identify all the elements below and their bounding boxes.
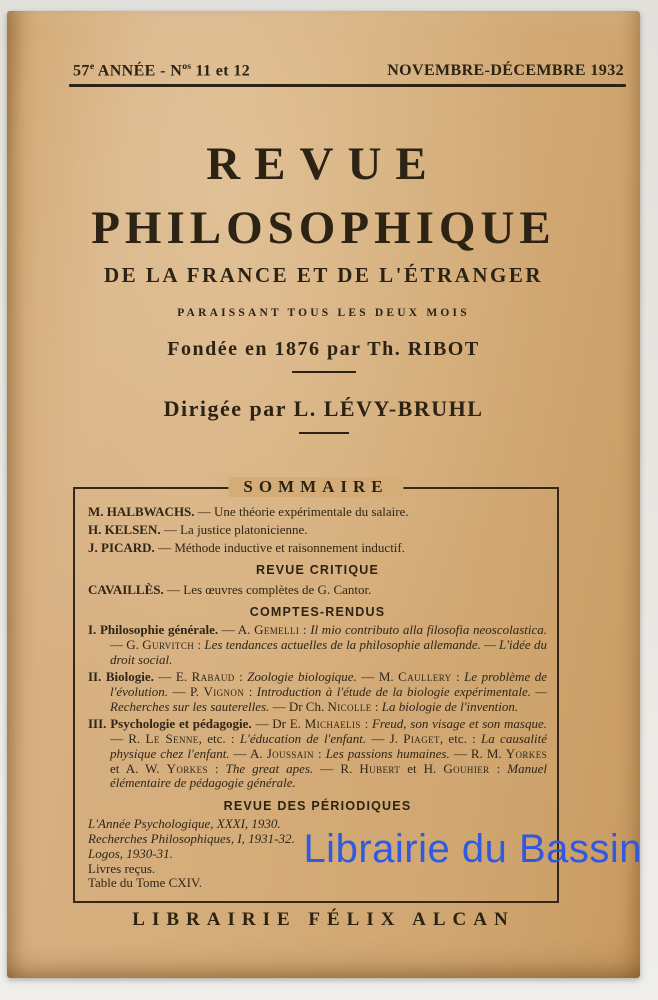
article-item bbox=[88, 540, 547, 555]
entry-author: CAVAILLÈS. bbox=[88, 581, 164, 597]
entry-label: III. Psychologie et pédagogie. bbox=[88, 716, 252, 732]
entry-body: — E. Rabaud : Zoologie biologique. — M. Caullery : Le problème de l'évolution. — P. Vignon : Introduction à l'étude de la biologie expérimentale. — Recherches sur les sauterelles. — Dr Ch. Nicolle : La biologie de l'invention. bbox=[110, 669, 547, 714]
entry-body: — Dr E. Michaelis : Freud, son visage et son masque. — R. Le Senne, etc. : L'éducation de l'enfant. — J. Piaget, etc. : La causalité physique chez l'enfant. — A. Joussain : Les passions humaines. — R. M. Yorkes et A. W. Yorkes : The great apes. — R. Hubert et H. Gouhier : Manuel élémentaire de pédagogie générale. bbox=[110, 716, 547, 791]
issue-no-sup: os bbox=[182, 61, 192, 72]
periodique-item: Logos, 1930-31. bbox=[88, 845, 173, 861]
masthead-rule bbox=[69, 84, 626, 87]
issue-end: 11 et 12 bbox=[191, 62, 251, 80]
sommaire-heading: SOMMAIRE bbox=[228, 477, 403, 497]
issue-middle: ANNÉE - N bbox=[94, 62, 183, 80]
journal-title-line2: PHILOSOPHIQUE bbox=[91, 202, 556, 254]
entry-dash: — bbox=[163, 581, 184, 597]
divider-rule-top bbox=[292, 371, 356, 373]
frequency-note: PARAISSANT TOUS LES DEUX MOIS bbox=[177, 307, 470, 319]
publisher-imprint: LIBRAIRIE FÉLIX ALCAN bbox=[132, 909, 515, 930]
article-dash: — bbox=[194, 504, 215, 519]
article-title: Méthode inductive et raisonnement inductif. bbox=[174, 540, 405, 556]
book-cover bbox=[7, 11, 640, 978]
article-title: Une théorie expérimentale du salaire. bbox=[214, 504, 409, 519]
periodique-item: L'Année Psychologique, XXXI, 1930. bbox=[88, 816, 281, 832]
issue-year-sup: e bbox=[89, 61, 95, 72]
journal-subtitle: DE LA FRANCE ET DE L'ÉTRANGER bbox=[103, 263, 544, 287]
masthead bbox=[73, 61, 624, 80]
periodique-item: Recherches Philosophiques, I, 1931-32. bbox=[88, 831, 295, 847]
periodiques-heading: REVUE DES PÉRIODIQUES bbox=[223, 798, 412, 813]
divider-rule-bottom bbox=[299, 432, 349, 434]
periodique-item: Table du Tome CXIV. bbox=[88, 875, 202, 891]
comptes-rendus-entry bbox=[88, 717, 547, 790]
issue-number bbox=[73, 61, 250, 80]
article-author: J. PICARD. bbox=[88, 540, 155, 556]
article-dash: — bbox=[154, 540, 175, 556]
revue-critique-heading: REVUE CRITIQUE bbox=[255, 563, 380, 578]
founded-line: Fondée en 1876 par Th. RIBOT bbox=[167, 338, 480, 360]
revue-critique-entry bbox=[88, 582, 547, 597]
article-author: H. KELSEN. bbox=[88, 522, 161, 538]
article-item bbox=[88, 504, 547, 519]
entry-label: I. Philosophie générale. bbox=[88, 622, 219, 638]
directed-line: Dirigée par L. LÉVY-BRUHL bbox=[163, 396, 484, 421]
issue-year: 57 bbox=[73, 62, 90, 80]
entry-label: II. Biologie. bbox=[88, 669, 154, 685]
article-author: M. HALBWACHS. bbox=[88, 504, 195, 519]
periodique-item: Livres reçus. bbox=[88, 860, 156, 876]
article-title: La justice platonicienne. bbox=[180, 522, 308, 538]
article-dash: — bbox=[160, 522, 181, 538]
issue-date: NOVEMBRE-DÉCEMBRE 1932 bbox=[387, 62, 624, 80]
article-item bbox=[88, 522, 547, 537]
comptes-rendus-heading: COMPTES-RENDUS bbox=[249, 604, 386, 619]
entry-title: Les œuvres complètes de G. Cantor. bbox=[183, 581, 372, 597]
entry-body: — A. Gemelli : Il mio contributo alla filosofia neoscolastica. — G. Gurvitch : Les tendances actuelles de la philosophie allemande. — L'idée du droit social. bbox=[110, 622, 548, 667]
comptes-rendus-entry bbox=[88, 623, 547, 667]
bookseller-watermark: Librairie du Bassin bbox=[303, 827, 642, 871]
comptes-rendus-entry bbox=[88, 670, 547, 714]
journal-title-line1: REVUE bbox=[206, 138, 441, 190]
